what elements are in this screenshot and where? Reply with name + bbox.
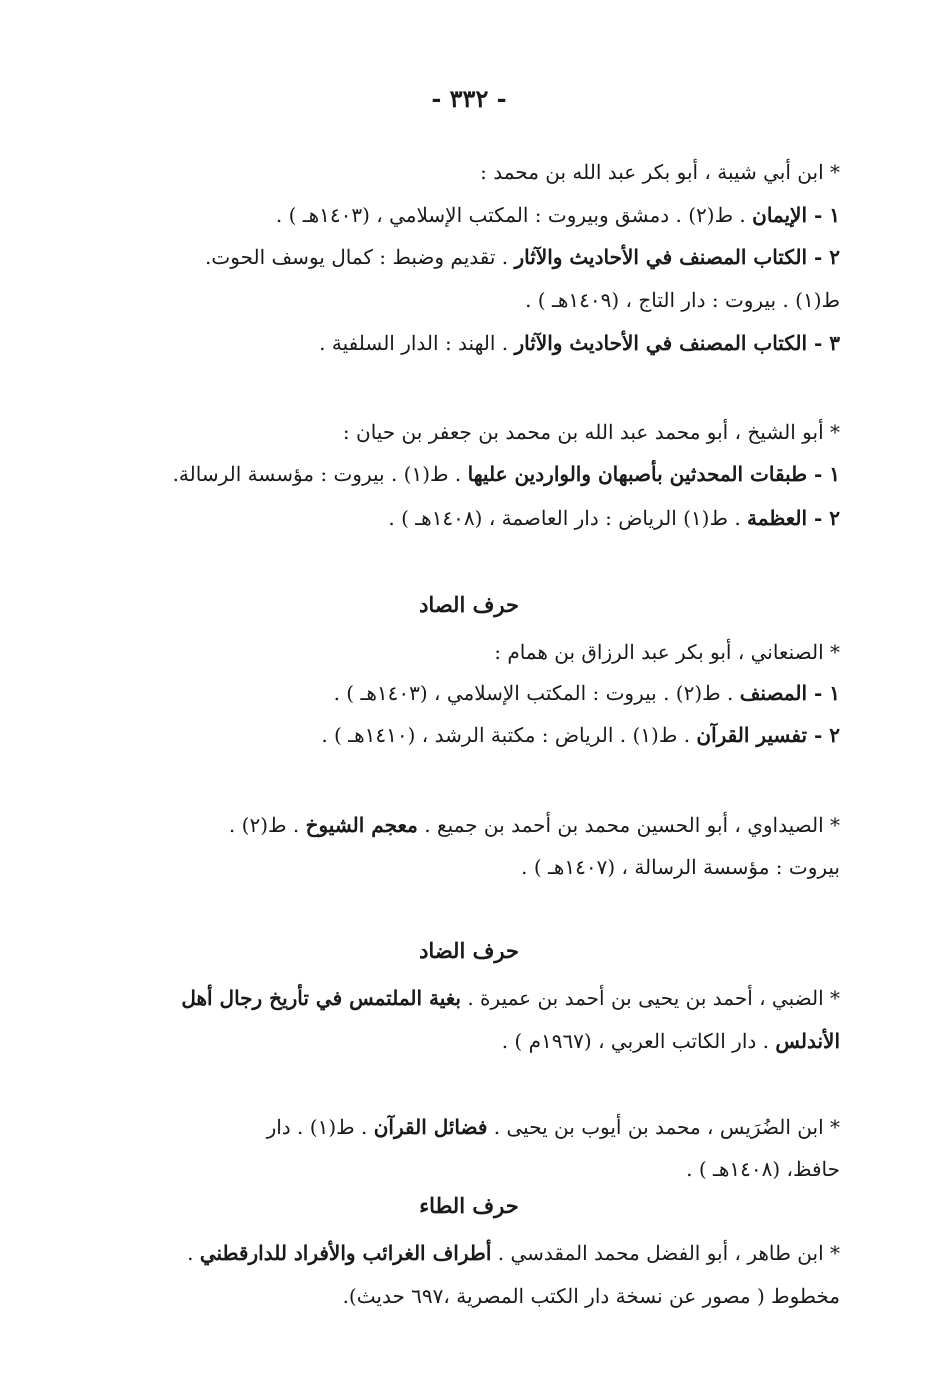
entry-author-abu-al-shaykh: * أبو الشيخ ، أبو محمد عبد الله بن محمد بن جعفر بن حيان : [342,420,840,444]
section-heading-sad: حرف الصاد [419,592,519,617]
author-text: * ابن طاهر ، أبو الفضل محمد المقدسي . [491,1241,840,1265]
publication-details: . دار الكاتب العربي ، (١٩٦٧م ) . [501,1029,776,1053]
section-heading-ta: حرف الطاء [419,1193,519,1218]
publication-details: . [187,1241,200,1265]
book-title: بغية الملتمس في تأريخ رجال أهل [181,986,461,1010]
publication-details: . الهند : الدار السلفية . [319,331,515,355]
publication-details: . ط(٢) . دمشق وبيروت : المكتب الإسلامي ، (١٤٠٣هـ ) . [275,203,753,227]
publication-details: . ط(٢) . بيروت : المكتب الإسلامي ، (١٤٠٣هـ ) . [333,681,740,705]
book-title: معجم الشيوخ [305,813,418,837]
author-text: * ابن الضُرَيس ، محمد بن أيوب بن يحيى . [487,1115,840,1139]
reference-line [319,328,840,358]
reference-line [388,503,840,533]
book-title: ٢ - الكتاب المصنف في الأحاديث والآثار [514,245,840,269]
publication-details: . تقديم وضبط : كمال يوسف الحوت. [205,245,515,269]
reference-line [276,200,840,230]
entry-ibn-tahir [187,1238,840,1268]
book-title: ١ - المصنف [739,681,840,705]
entry-author-sanani: * الصنعاني ، أبو بكر عبد الرزاق بن همام : [494,640,840,664]
reference-line [321,720,840,750]
book-title: أطراف الغرائب والأفراد للدارقطني [199,1241,492,1265]
book-title: الأندلس [775,1029,840,1053]
publication-details: . ط(١) . بيروت : مؤسسة الرسالة. [172,462,468,486]
section-heading-dad: حرف الضاد [419,938,519,963]
entry-ibn-al-durays [267,1112,840,1142]
entry-author-ibn-abi-shaybah: * ابن أبي شيبة ، أبو بكر عبد الله بن محمد : [480,160,840,184]
publication-details: . ط(١) الرياض : دار العاصمة ، (١٤٠٨هـ ) . [388,506,748,530]
author-text: * الصيداوي ، أبو الحسين محمد بن أحمد بن جميع . [417,813,840,837]
book-title: ٢ - العظمة [747,506,840,530]
reference-continuation: مخطوط ( مصور عن نسخة دار الكتب المصرية ،٦٩٧ حديث). [342,1284,840,1308]
book-title: فضائل القرآن [373,1115,488,1139]
entry-saydawi [229,810,840,840]
reference-continuation: حافظ، (١٤٠٨هـ ) . [686,1157,840,1181]
author-text: * الضبي ، أحمد بن يحيى بن أحمد بن عميرة . [460,986,840,1010]
reference-line [173,459,840,489]
entry-dabbi [181,983,840,1013]
reference-continuation [502,1026,840,1056]
publication-details: . ط(١) . دار [266,1115,374,1139]
reference-line [205,242,840,272]
publication-details: . ط(٢) . [228,813,306,837]
book-title: ٣ - الكتاب المصنف في الأحاديث والآثار [514,331,840,355]
reference-continuation: بيروت : مؤسسة الرسالة ، (١٤٠٧هـ ) . [521,855,840,879]
book-title: ٢ - تفسير القرآن [696,723,840,747]
reference-line [334,678,840,708]
publication-details: . ط(١) . الرياض : مكتبة الرشد ، (١٤١٠هـ ) . [321,723,697,747]
book-title: ١ - الإيمان [752,203,840,227]
reference-continuation: ط(١) . بيروت : دار التاج ، (١٤٠٩هـ ) . [525,288,840,312]
page-number: - ٣٣٢ - [431,84,507,113]
book-title: ١ - طبقات المحدثين بأصبهان والواردين عليها [467,462,840,486]
